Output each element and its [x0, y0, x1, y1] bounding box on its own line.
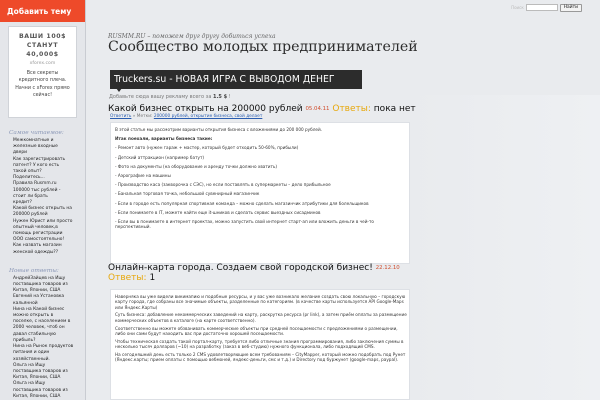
post1-paragraph: - Аэрографие на машины	[115, 173, 171, 179]
popular-item[interactable]: 100000 тыс рублей -	[13, 187, 61, 193]
post2-paragraph: Соответственно вы можете обзванивать коммерческие объекты при средней посещаемости с предложениями о размещении, либо они сами будут находить вас при достаточно хорошей посещаемости.	[115, 325, 398, 336]
popular-item[interactable]: Как назвать магазин	[13, 243, 62, 249]
popular-item[interactable]: опытный человек,в	[13, 224, 58, 230]
site-tagline: RUSMM.RU – поможем друг другу добиться успеха	[108, 33, 276, 40]
sidebar	[0, 0, 86, 400]
new-answer-item[interactable]: прибыль?	[13, 337, 36, 343]
new-answer-item[interactable]: Евгений на Установка	[13, 294, 65, 300]
popular-item[interactable]: женской одежды??	[13, 249, 59, 255]
popular-item[interactable]: Межкомнатные и	[13, 138, 54, 143]
new-answer-item[interactable]: Ольга на Ищу	[13, 362, 46, 368]
new-answer-item[interactable]: Нина на Какой бизнес	[13, 306, 65, 312]
banner-pointer	[116, 88, 122, 92]
post2-paragraph: Наверняка вы уже видели викимапию и подобные ресурсы, и у вас уже возникало желание создать свою локальную – городскую карту города, где собраны все значимые объекты, разделенные по категориям. (в качестве карты используется API Google-Maps или Яндекс.Карты)	[115, 294, 406, 310]
new-answer-item[interactable]: Китая, Японии, США	[13, 393, 61, 399]
post1-paragraph: Итак поехали, варианты бизнеса такие:	[115, 136, 213, 142]
post1-reply-link[interactable]: Ответить	[110, 114, 132, 119]
new-answer-item[interactable]: поставщика товаров из	[13, 368, 68, 374]
post1-paragraph: - Банальная торговая точка, небольшой сувенирный магазинчик	[115, 191, 260, 197]
new-answer-item[interactable]: поставщика товаров из	[13, 387, 68, 393]
new-answer-item[interactable]: питания и один	[13, 350, 50, 356]
post1-tags[interactable]: 200000 рублей, открытие бизнеса, свой делает	[153, 114, 263, 119]
post1-date: 05.04.11	[305, 106, 330, 112]
post1-paragraph: - Производство каса (закворочка с СЭС), но если поставлять в супермаркеты – дело прибыльное	[115, 182, 331, 188]
ad-body: Все секреты кредитного плеча. Начни с xForex прямо сейчас!	[15, 71, 70, 99]
new-answer-item[interactable]: кальянной	[13, 300, 38, 306]
post1-meta	[110, 114, 262, 119]
post1-paragraph: - Если понимаете в IT, можете найти еще it-шников и сделать сервис выездных сисадминов	[115, 209, 321, 215]
popular-item[interactable]: Поделитесь...	[13, 175, 45, 181]
popular-item[interactable]: такой опыт?	[13, 169, 42, 175]
popular-item[interactable]: Какой бизнес открыть на	[13, 206, 72, 212]
new-answer-item[interactable]: давал стабильную	[13, 331, 56, 337]
popular-item[interactable]: двери	[13, 150, 27, 156]
new-answer-item[interactable]: поселке, с населением в	[13, 319, 71, 325]
search-area	[511, 3, 582, 12]
popular-item[interactable]: кредит?	[13, 200, 32, 206]
content-background	[410, 95, 600, 400]
new-answer-item[interactable]: Ольга на Ищу	[13, 381, 46, 387]
post2-body	[110, 289, 410, 400]
post1-paragraph: - Детский аттракцион (например батут)	[115, 154, 205, 160]
popular-heading: Самое читаемое:	[9, 130, 64, 136]
search-button[interactable]: Найти	[560, 4, 582, 12]
post2-answers	[108, 273, 155, 283]
post1-paragraph: - Если в городе есть популярная спортивная команда – можно сделать магазинчик атрибутики для болельщиков	[115, 200, 369, 206]
post1-paragraph: - Фото на документы (на оборудование и аренду точки должно хватить)	[115, 163, 278, 169]
post2-answers-value[interactable]: 1	[149, 273, 156, 283]
ad-invite-text: Добавьте сюда вашу рекламу всего за	[109, 94, 212, 100]
post2-paragraph: Чтобы техническая создать такой портал-карту, требуется либо отличные знания программирования, либо заключения суммы в несколько тысяч долларов (~10) на разработку (заказ в веб-студию) нужного функционала, либо подходящий CMS.	[115, 338, 404, 350]
popular-item[interactable]: Правила Rusmm.ru	[13, 181, 57, 187]
post1-answers-value: пока нет	[373, 104, 416, 114]
new-answers-list	[13, 276, 85, 400]
site-title[interactable]: Сообщество молодых предпринимателей	[108, 39, 418, 55]
ad-invite[interactable]	[109, 94, 231, 100]
new-answer-item[interactable]: Китая, Японии, США	[13, 288, 61, 294]
popular-item[interactable]: ООО самостоятельно!	[13, 237, 65, 243]
post2-paragraph: Суть бизнеса: добавление некоммерческих заведений на карту, раскрутка ресурса (pr link), а затем приём оплаты за размещение коммерческих объектов в каталоге (на карте соответственно).	[115, 312, 407, 323]
new-answer-item[interactable]: Китая, Японии, США	[13, 375, 61, 381]
new-answer-item[interactable]: хозяйственный.	[13, 356, 50, 362]
popular-list	[13, 138, 85, 256]
ad-invite-exclaim: !	[228, 94, 231, 100]
post1-paragraph: - Ремонт авто (нужен гараж + мастер, который будет отходить 50-60%, прибыли)	[115, 145, 299, 151]
new-answer-item[interactable]: 2000 человек, чтоб он	[13, 325, 65, 331]
post1-body	[110, 122, 410, 264]
popular-item[interactable]: Нужен Юрист или просто	[13, 218, 73, 224]
ad-invite-price: 1.5 $	[213, 94, 228, 100]
post1-paragraph: В этой статье мы рассмотрим варианты открытия бизнеса с вложениями до 200 000 рублей.	[115, 127, 323, 132]
post1-answers-label: Ответы:	[332, 104, 371, 114]
post2-title[interactable]: Онлайн-карта города. Создаем свой городской бизнес!	[108, 263, 373, 273]
post2-title-line	[108, 263, 400, 273]
search-input[interactable]	[526, 4, 558, 11]
popular-item[interactable]: патент? У кого есть	[13, 162, 60, 168]
post2-paragraph: На сегодняшний день есть только 2 CMS удовлетворяющие всем требованиям – CityMapper, который можно подобрать под Рунет (Яндекс.карты; прием оплаты с помощью вебмоней, яндекс-деньги, смс и т.д.) и Directory под буржунет (google-maps, paypal).	[115, 352, 406, 363]
post2-date: 22.12.10	[375, 265, 400, 271]
ad-domain: xforex.com	[29, 61, 56, 66]
post1-title[interactable]: Какой бизнес открыть на 200000 рублей	[108, 104, 303, 114]
post1-title-line	[108, 104, 416, 114]
popular-item[interactable]: 200000 рублей	[13, 212, 48, 218]
popular-item[interactable]: Как зарегистрировать	[13, 156, 66, 162]
post2-answers-label: Ответы:	[108, 273, 147, 283]
sidebar-ad[interactable]	[8, 26, 77, 118]
ad-headline: ВАШИ 100$ СТАНУТ 40,000$	[18, 33, 67, 58]
new-answer-item[interactable]: Нина на Рынок продуктов	[13, 344, 74, 350]
post1-tags-label: » Метки:	[132, 114, 153, 119]
post1-paragraph: - Если вы в понимаете в интернет проектах, можно запустить свой интернет старт-ап или вложить деньги в чей-то перспективный.	[115, 219, 374, 230]
new-answer-item[interactable]: можно открыть в	[13, 313, 54, 319]
new-answer-item[interactable]: поставщика товаров из	[13, 282, 68, 288]
popular-item[interactable]: помощь регистрации	[13, 231, 63, 237]
popular-item[interactable]: стоит ли брать	[13, 193, 48, 199]
add-topic-button[interactable]: Добавить тему	[0, 0, 85, 22]
promo-banner[interactable]: Truckers.su - НОВАЯ ИГРА С ВЫВОДОМ ДЕНЕГ	[110, 70, 362, 89]
new-answers-heading: Новые ответы:	[9, 267, 59, 274]
popular-item[interactable]: железные входные	[13, 144, 58, 150]
search-label: Поиск	[511, 5, 524, 10]
new-answer-item[interactable]: АндрейЗайцев на Ищу	[13, 275, 66, 281]
